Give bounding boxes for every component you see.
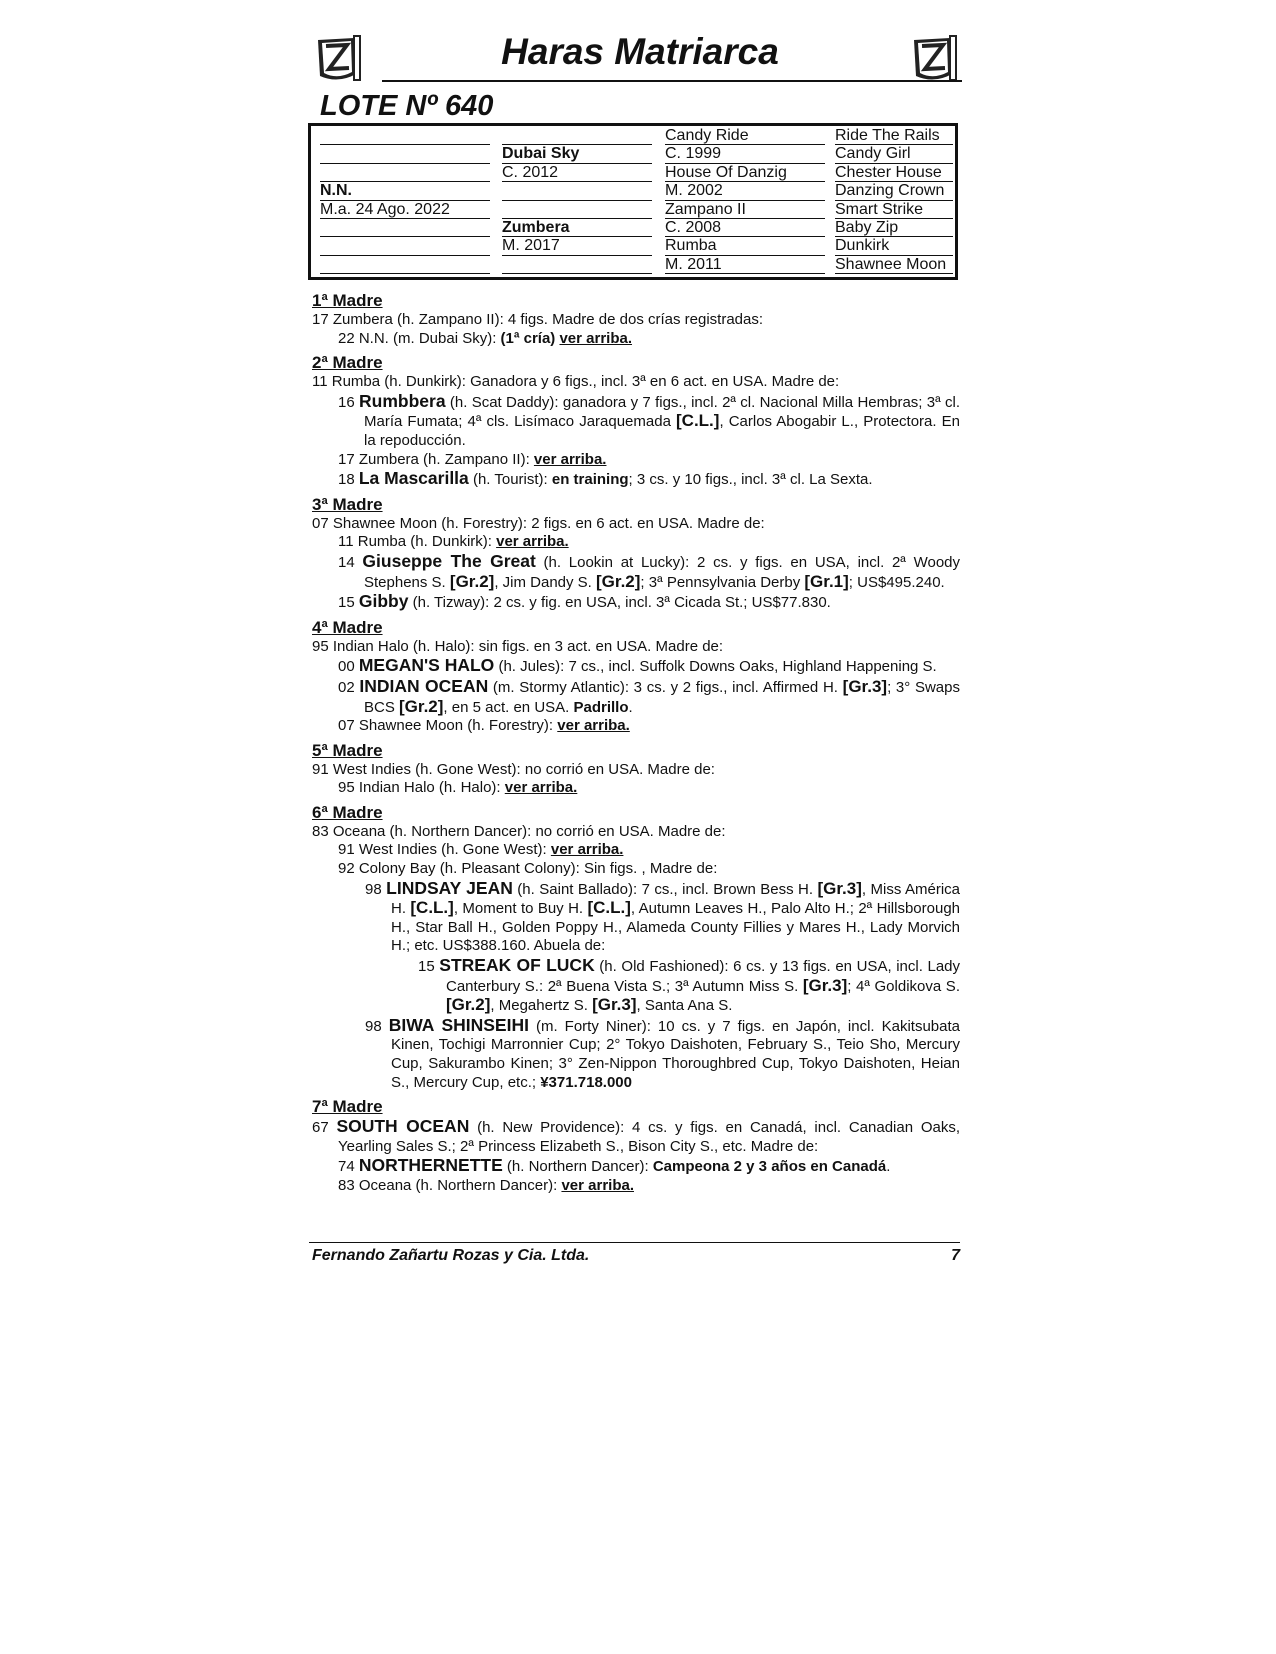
grade-badge: [C.L.]: [676, 411, 720, 431]
entry-text: 74: [338, 1158, 359, 1176]
footer-rule: [309, 1242, 960, 1243]
cross-reference-link: ver arriba.: [559, 329, 633, 347]
family-entry: [312, 1156, 960, 1177]
entry-text: (h. New Providence): 4 cs. y figs. en Canadá, incl. Canadian Oaks, Yearling Sales S.; 2ª Princess Elizabeth S., Bison City S., etc. Madre de:: [338, 1119, 960, 1155]
family-entry: [312, 533, 960, 552]
entry-text: (h. Jules): 7 cs., incl. Suffolk Downs Oaks, Highland Happening S.: [494, 658, 937, 676]
entry-text: , en 5 act. en USA.: [443, 698, 574, 716]
grade-badge: [Gr.3]: [817, 878, 862, 898]
family-entry: [312, 879, 960, 956]
pedigree-cell: Baby Zip: [835, 218, 953, 237]
pedigree-cell: M. 2011: [665, 255, 825, 274]
pedigree-cell: [502, 200, 652, 219]
entry-text: 16: [338, 393, 360, 411]
family-entry: [312, 392, 960, 451]
entry-text: (m. Stormy Atlantic): 3 cs. y 2 figs., incl. Affirmed H.: [488, 678, 843, 696]
family-entry: [312, 451, 960, 470]
pedigree-cell: [320, 163, 490, 182]
entry-text: .: [886, 1158, 891, 1176]
entry-text: .: [628, 698, 633, 716]
entry-text: 92 Colony Bay (h. Pleasant Colony): Sin figs. , Madre de:: [338, 860, 718, 878]
section-heading: 7ª Madre: [312, 1097, 383, 1117]
pedigree-cell: Candy Girl: [835, 144, 953, 163]
pedigree-cell: C. 2008: [665, 218, 825, 237]
lot-title: LOTE Nº 640: [320, 90, 494, 122]
grade-badge: [Gr.3]: [842, 676, 888, 696]
pedigree-row: [320, 200, 950, 218]
entry-text: , Santa Ana S.: [636, 997, 733, 1015]
pedigree-cell: Shawnee Moon: [835, 255, 953, 274]
entry-text: 07 Shawnee Moon (h. Forestry): 2 figs. en 6 act. en USA. Madre de:: [312, 514, 765, 532]
section-heading: 6ª Madre: [312, 802, 383, 822]
entry-text: ; 3ª Pennsylvania Derby: [640, 573, 805, 591]
entry-text: 83 Oceana (h. Northern Dancer): no corrió en USA. Madre de:: [312, 822, 726, 840]
pedigree-cell: [320, 236, 490, 255]
cross-reference-link: ver arriba.: [557, 717, 630, 735]
entry-text: 91 West Indies (h. Gone West): no corrió en USA. Madre de:: [312, 760, 715, 778]
pedigree-cell: [502, 181, 652, 200]
entry-text: 91 West Indies (h. Gone West):: [338, 841, 551, 859]
pedigree-cell: [320, 218, 490, 237]
horse-name: INDIAN OCEAN: [359, 675, 489, 696]
entry-text: (h. Tourist):: [468, 471, 552, 489]
family-entry: [312, 779, 960, 798]
horse-name: Gibby: [358, 591, 409, 612]
page-number: 7: [951, 1247, 960, 1264]
entry-text: 14: [338, 553, 363, 571]
pedigree-row: [320, 126, 950, 144]
entry-text: 17 Zumbera (h. Zampano II):: [338, 450, 534, 468]
grade-badge: [Gr.3]: [592, 995, 637, 1015]
entry-text: 11 Rumba (h. Dunkirk):: [338, 533, 497, 551]
pedigree-cell: Ride The Rails: [835, 126, 953, 145]
entry-text: , Moment to Buy H.: [453, 900, 588, 918]
pedigree-row: [320, 181, 950, 199]
entry-text: (h. Northern Dancer):: [502, 1158, 653, 1176]
horse-name: LINDSAY JEAN: [386, 877, 513, 898]
entry-text: 98: [365, 1017, 389, 1035]
family-entry: [312, 552, 960, 592]
entry-text: , Megahertz S.: [490, 997, 593, 1015]
entry-text: Padrillo: [573, 698, 629, 716]
cross-reference-link: ver arriba.: [533, 450, 607, 468]
pedigree-cell: M. 2002: [665, 181, 825, 200]
entry-text: 17 Zumbera (h. Zampano II): 4 figs. Madre de dos crías registradas:: [312, 311, 764, 328]
section-heading: 1ª Madre: [312, 291, 383, 310]
pedigree-cell: Danzing Crown: [835, 181, 953, 200]
horse-name: SOUTH OCEAN: [336, 1116, 470, 1137]
family-entry: [312, 1016, 960, 1092]
grade-badge: [Gr.2]: [449, 571, 495, 591]
crest-logo-icon: [314, 34, 362, 84]
family-entry: [312, 330, 960, 349]
footer-company: Fernando Zañartu Rozas y Cia. Ltda.: [312, 1247, 590, 1264]
pedigree-row: [320, 236, 950, 254]
pedigree-cell: Candy Ride: [665, 126, 825, 145]
entry-text: 95 Indian Halo (h. Halo):: [338, 779, 505, 797]
grade-badge: [C.L.]: [410, 898, 454, 918]
entry-text: (h. Scat Daddy): ganadora y 7 figs., incl. 2ª cl. Nacional Milla Hembras; 3ª cl. María Fumata; 4ª cls. Lisímaco Jaraquemada: [364, 393, 960, 431]
grade-badge: [Gr.1]: [804, 571, 849, 591]
pedigree-cell: Smart Strike: [835, 200, 953, 219]
pedigree-cell: [502, 255, 652, 274]
pedigree-cell: Chester House: [835, 163, 953, 182]
entry-text: en training: [551, 471, 629, 489]
entry-text: ; 3 cs. y 10 figs., incl. 3ª cl. La Sexta.: [628, 471, 873, 489]
pedigree-cell: M. 2017: [502, 236, 652, 255]
family-entry: [312, 841, 960, 860]
pedigree-cell: Zumbera: [502, 218, 652, 237]
entry-text: 07 Shawnee Moon (h. Forestry):: [338, 717, 558, 735]
pedigree-cell: [320, 126, 490, 145]
family-entry: [312, 823, 960, 842]
header-rule: [382, 80, 962, 82]
entry-text: 11 Rumba (h. Dunkirk): Ganadora y 6 figs., incl. 3ª en 6 act. en USA. Madre de:: [312, 373, 840, 391]
cross-reference-link: ver arriba.: [504, 779, 578, 797]
entry-text: 22 N.N. (m. Dubai Sky):: [338, 329, 501, 347]
cross-reference-link: ver arriba.: [550, 841, 624, 859]
entry-text: , Autumn Leaves H., Palo Alto H.; 2ª Hillsborough H., Star Ball H., Golden Poppy H., Alameda County Fillies y Mares H., Lady Morvich H.; etc. US$388.160. Abuela de:: [391, 900, 960, 955]
pedigree-cell: C. 2012: [502, 163, 652, 182]
entry-text: 18: [338, 471, 359, 489]
entry-text: (h. Old Fashioned): 6 cs. y 13 figs. en USA, incl. Lady Canterbury S.: 2ª Buena Vista S.; 3ª Autumn Miss S.: [446, 958, 960, 995]
pedigree-row: [320, 218, 950, 236]
entry-text: (h. Tizway): 2 cs. y fig. en USA, incl. 3ª Cicada St.; US$77.830.: [408, 594, 831, 612]
pedigree-cell: Dubai Sky: [502, 144, 652, 163]
entry-text: ¥371.718.000: [540, 1073, 632, 1091]
pedigree-cell: [502, 126, 652, 145]
entry-text: 95 Indian Halo (h. Halo): sin figs. en 3 act. en USA. Madre de:: [312, 637, 724, 655]
horse-name: La Mascarilla: [358, 468, 469, 489]
family-entry: [312, 1177, 960, 1196]
cross-reference-link: ver arriba.: [561, 1176, 634, 1194]
pedigree-cell: C. 1999: [665, 144, 825, 163]
section-heading: 5ª Madre: [312, 740, 383, 760]
family-entry: [312, 956, 960, 1016]
family-entry: [312, 515, 960, 534]
family-entry: [312, 311, 960, 330]
family-entry: [312, 469, 960, 490]
pedigree-cell: Dunkirk: [835, 236, 953, 255]
pedigree-cell: M.a. 24 Ago. 2022: [320, 200, 490, 219]
entry-text: (h. Saint Ballado): 7 cs., incl. Brown Bess H.: [512, 880, 818, 898]
pedigree-row: [320, 144, 950, 162]
entry-text: ; 3° Swaps BCS: [364, 678, 960, 716]
horse-name: NORTHERNETTE: [358, 1155, 503, 1176]
section-heading: 4ª Madre: [312, 617, 383, 637]
family-sections: [312, 291, 960, 1196]
entry-text: 00: [338, 658, 359, 676]
family-entry: [312, 717, 960, 736]
horse-name: STREAK OF LUCK: [439, 955, 595, 976]
grade-badge: [Gr.2]: [446, 995, 491, 1015]
family-entry: [312, 638, 960, 657]
entry-text: 67: [312, 1119, 337, 1137]
section-heading: 3ª Madre: [312, 494, 383, 514]
pedigree-cell: [320, 144, 490, 163]
grade-badge: [Gr.3]: [802, 975, 848, 995]
entry-text: ; US$495.240.: [848, 573, 945, 591]
family-entry: [312, 677, 960, 717]
horse-name: MEGAN'S HALO: [358, 655, 495, 676]
entry-text: 15: [418, 958, 440, 976]
entry-text: ; 4ª Goldikova S.: [847, 977, 960, 995]
header-title: Haras Matriarca: [501, 31, 779, 72]
family-entry: [312, 656, 960, 677]
entry-text: (m. Forty Niner): 10 cs. y 7 figs. en Japón, incl. Kakitsubata Kinen, Tochigi Marronnier Cup; 2° Tokyo Daishoten, February S., Teio Sho, Mercury Cup, Sakurambo Kinen; 3° Zen-Nippon Thoroughbred Cup, Tokyo Daishoten, Heian S., Mercury Cup, etc.;: [391, 1017, 961, 1091]
pedigree-row: [320, 255, 950, 273]
entry-text: , Carlos Abogabir L., Protectora. En la repoducción.: [364, 413, 960, 449]
entry-text: 15: [338, 594, 359, 612]
family-entry: [312, 373, 960, 392]
entry-text: , Miss América H.: [391, 880, 960, 918]
family-entry: [312, 761, 960, 780]
family-entry: [312, 592, 960, 613]
family-entry: [312, 1117, 960, 1156]
grade-badge: [C.L.]: [587, 898, 631, 918]
grade-badge: [Gr.2]: [596, 571, 641, 591]
family-entry: [312, 860, 960, 879]
entry-text: , Jim Dandy S.: [494, 573, 597, 591]
cross-reference-link: ver arriba.: [496, 533, 569, 551]
horse-name: Rumbbera: [359, 390, 446, 411]
entry-text: (h. Lookin at Lucky): 2 cs. y figs. en USA, incl. 2ª Woody Stephens S.: [364, 553, 961, 591]
crest-logo-icon: [910, 34, 958, 84]
entry-text: 83 Oceana (h. Northern Dancer):: [338, 1176, 562, 1194]
pedigree-cell: House Of Danzig: [665, 163, 825, 182]
section-heading: 2ª Madre: [312, 353, 383, 373]
horse-name: BIWA SHINSEIHI: [388, 1014, 529, 1035]
entry-text: 02: [338, 678, 360, 696]
pedigree-row: [320, 163, 950, 181]
grade-badge: [Gr.2]: [399, 696, 444, 716]
pedigree-cell: Rumba: [665, 236, 825, 255]
entry-text: 98: [365, 880, 387, 898]
horse-name: Giuseppe The Great: [362, 550, 536, 571]
entry-text: Campeona 2 y 3 años en Canadá: [652, 1158, 887, 1176]
pedigree-table: [308, 123, 958, 280]
pedigree-cell: N.N.: [320, 181, 490, 200]
entry-text: (1ª cría): [500, 329, 556, 347]
pedigree-cell: Zampano II: [665, 200, 825, 219]
pedigree-cell: [320, 255, 490, 274]
